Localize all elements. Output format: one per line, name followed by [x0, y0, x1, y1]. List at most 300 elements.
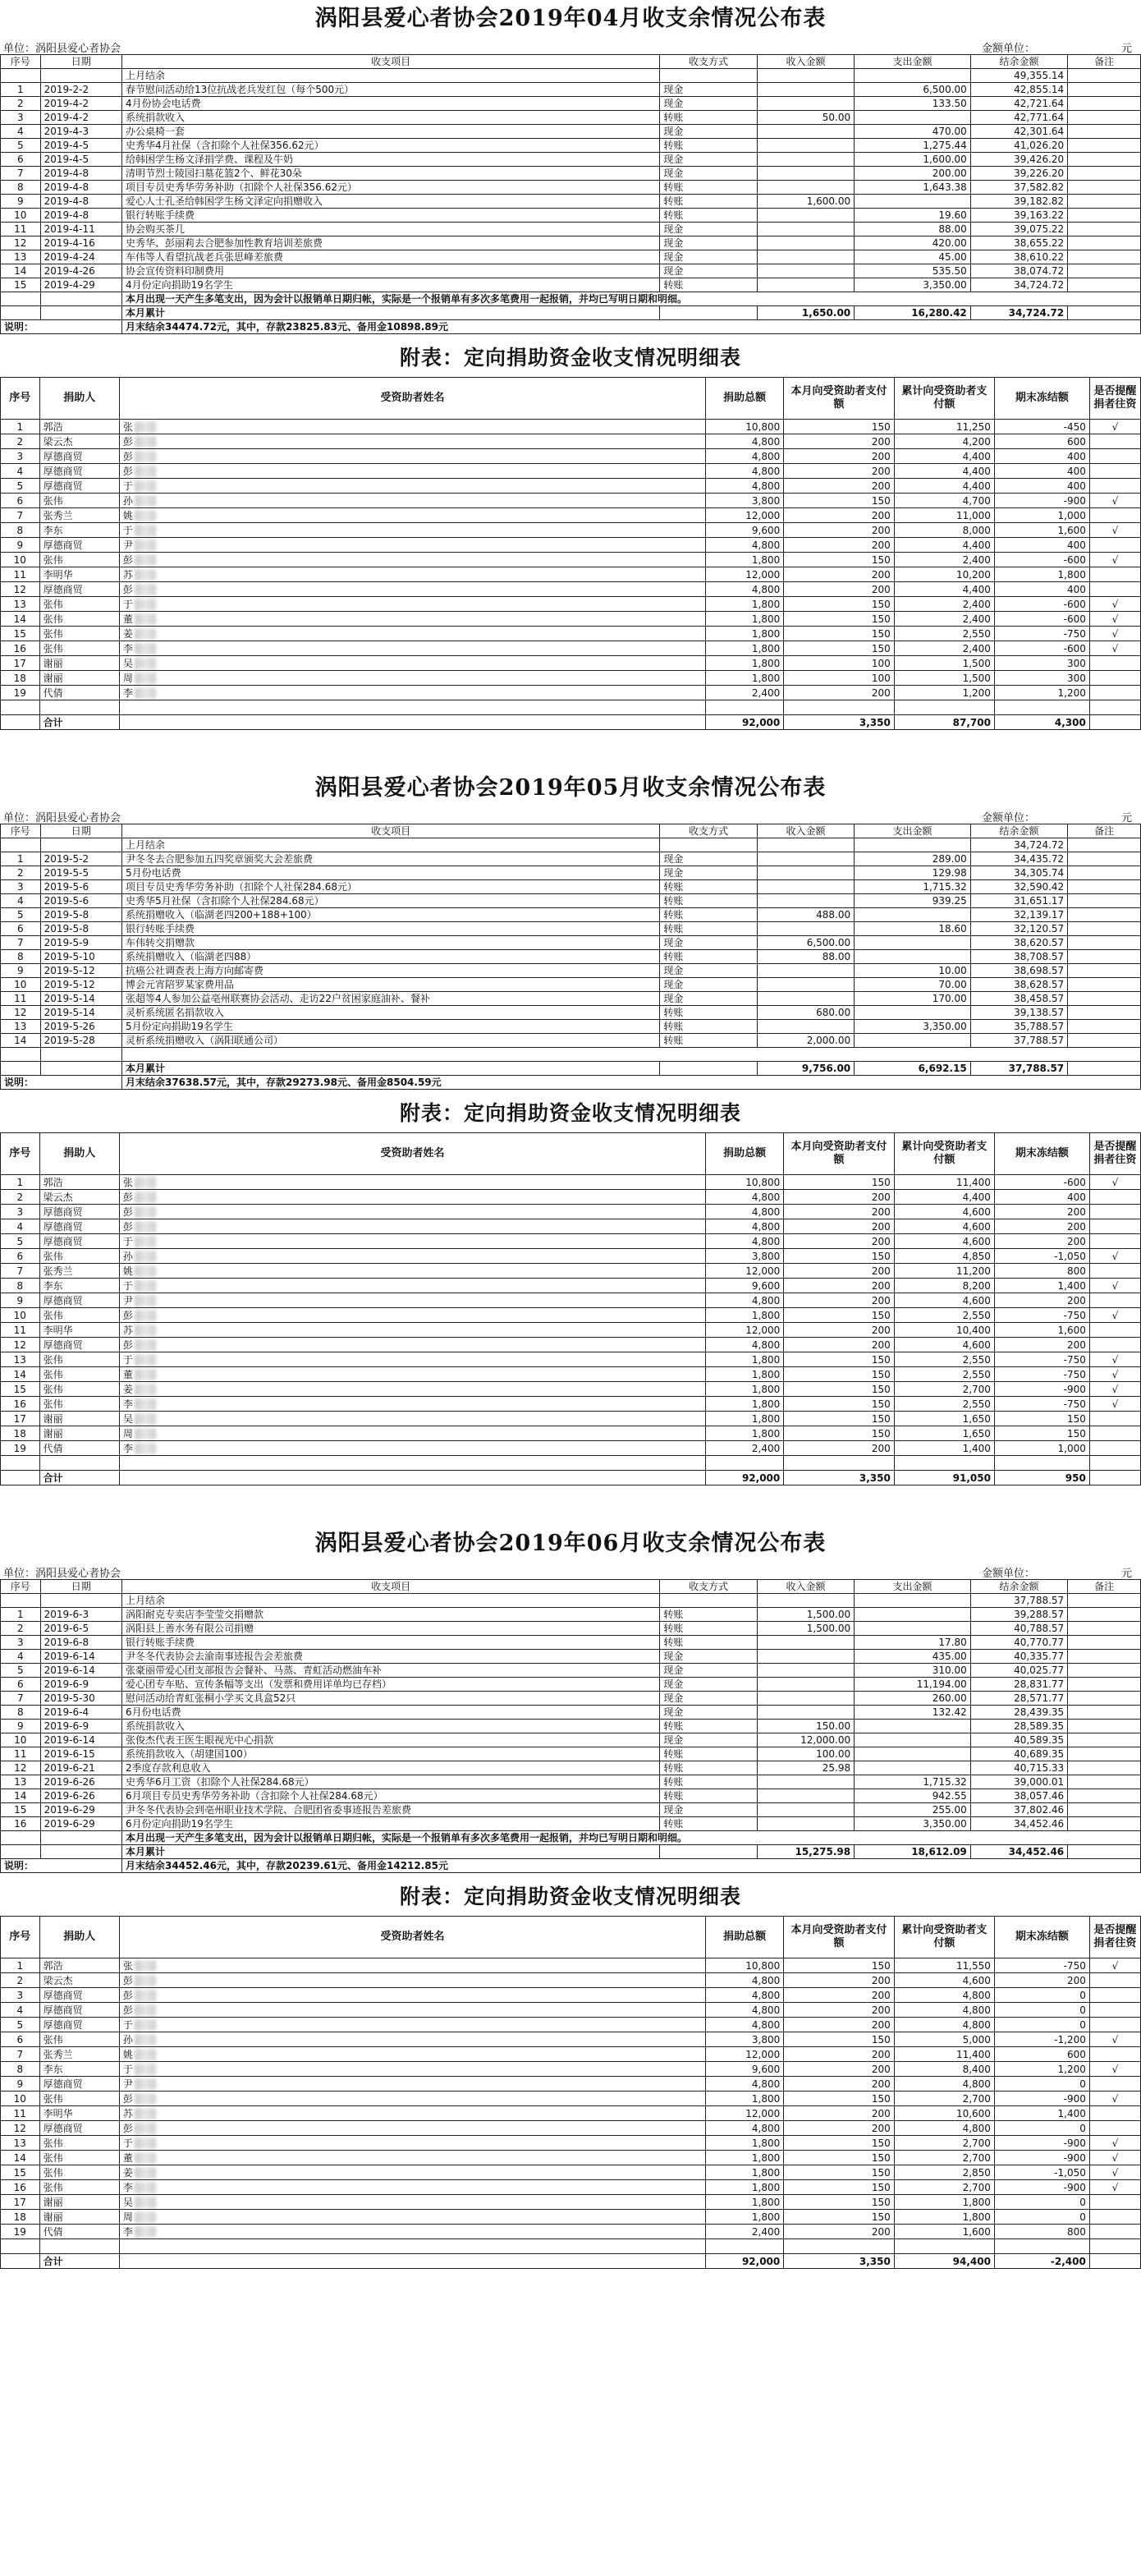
detail-cell: 150: [784, 2136, 895, 2151]
detail-cell: √: [1089, 2092, 1140, 2106]
detail-cell: [1089, 1412, 1140, 1426]
ledger-cell: [757, 236, 854, 250]
detail-cell: 张伟: [39, 2165, 119, 2180]
detail-cell: 9: [1, 538, 40, 553]
detail-cell: 2,400: [894, 597, 994, 612]
detail-cell: 2,400: [706, 1441, 784, 1456]
ledger-cell: [1068, 1747, 1141, 1761]
ledger-cell: 200.00: [855, 167, 971, 181]
ledger-cell: [757, 1650, 854, 1664]
month-total-income: 1,650.00: [757, 306, 854, 320]
ledger-cell: 6月份定向捐助19名学生: [121, 1817, 659, 1831]
ledger-cell: 现金: [660, 852, 757, 866]
ledger-cell: 转账: [660, 1817, 757, 1831]
ledger-cell: 现金: [660, 1678, 757, 1692]
detail-cell: 2: [1, 434, 40, 449]
detail-header-cell: 捐助总额: [706, 1917, 784, 1958]
ledger-header-cell: 序号: [1, 1580, 41, 1594]
redacted-name-mask: [135, 495, 156, 507]
ledger-row: [1, 209, 1141, 223]
detail-row: [1, 494, 1141, 508]
detail-header-cell: 受资助者姓名: [119, 1917, 705, 1958]
detail-cell: 厚德商贸: [39, 1338, 119, 1352]
detail-row: [1, 1367, 1141, 1382]
ledger-cell: 银行转账手续费: [121, 922, 659, 936]
recipient-surname: 李: [122, 686, 133, 699]
detail-cell: 张秀兰: [39, 508, 119, 523]
recipient-surname: 彭: [122, 2004, 133, 2016]
detail-cell: 150: [994, 1412, 1089, 1426]
detail-total-frozen: 4,300: [994, 715, 1089, 730]
detail-cell: 张伟: [39, 597, 119, 612]
detail-cell: √: [1089, 1352, 1140, 1367]
detail-cell: 1,800: [706, 1397, 784, 1412]
ledger-cell: 2019-6-29: [40, 1817, 121, 1831]
ledger-cell: 现金: [660, 264, 757, 278]
ledger-cell: 爱心团专车贴、宣传条幅等支出（发票和费用详单均已存档）: [121, 1678, 659, 1692]
ledger-cell: 34,435.72: [970, 852, 1067, 866]
detail-cell: 4,400: [894, 449, 994, 464]
recipient-cell: [119, 553, 705, 567]
detail-cell: 150: [784, 2210, 895, 2225]
month-total-expense: 18,612.09: [855, 1845, 971, 1859]
detail-title: 附表：定向捐助资金收支情况明细表: [399, 1885, 741, 1908]
detail-cell: 800: [994, 2225, 1089, 2239]
ledger-cell: 100.00: [757, 1747, 854, 1761]
ledger-cell: 88.00: [855, 223, 971, 236]
detail-cell: [1089, 1219, 1140, 1234]
detail-cell: 19: [1, 2225, 40, 2239]
ledger-cell: 3: [1, 111, 41, 125]
detail-cell: 200: [784, 434, 895, 449]
ledger-cell: 31,651.17: [970, 894, 1067, 908]
detail-cell: 3,800: [706, 2032, 784, 2047]
detail-cell: 2,550: [894, 1367, 994, 1382]
ledger-cell: 2019-6-26: [40, 1789, 121, 1803]
detail-cell: 1,800: [894, 2195, 994, 2210]
detail-cell: 1,400: [994, 2106, 1089, 2121]
recipient-cell: [119, 686, 705, 700]
opening-balance-row: [1, 838, 1141, 852]
ledger-cell: 38,655.22: [970, 236, 1067, 250]
ledger-cell: 2019-6-8: [40, 1636, 121, 1650]
recipient-surname: 彭: [122, 2122, 133, 2134]
ledger-cell: 6: [1, 153, 41, 167]
detail-cell: √: [1089, 1958, 1140, 1973]
ledger-cell: 32,120.57: [970, 922, 1067, 936]
recipient-surname: 周: [122, 672, 133, 684]
detail-cell: 200: [784, 479, 895, 494]
redacted-name-mask: [135, 628, 156, 640]
ledger-cell: [757, 278, 854, 292]
explain-row: [1, 320, 1141, 334]
ledger-cell: 张豪丽带爱心团支部报告会餐补、马蒸、青虹活动燃油车补: [121, 1664, 659, 1678]
ledger-cell: [1068, 964, 1141, 978]
recipient-cell: [119, 2195, 705, 2210]
ledger-header-cell: 收入金额: [757, 55, 854, 69]
ledger-cell: 2019-5-6: [40, 894, 121, 908]
ledger-cell: 2019-5-14: [40, 992, 121, 1006]
detail-cell: 200: [784, 1264, 895, 1279]
ledger-cell: 40,025.77: [970, 1664, 1067, 1678]
recipient-surname: 彭: [122, 450, 133, 462]
detail-cell: 4,800: [706, 1973, 784, 1988]
detail-cell: 7: [1, 2047, 40, 2062]
detail-cell: 17: [1, 656, 40, 671]
opening-balance-value: 49,355.14: [970, 69, 1067, 83]
detail-cell: [1089, 1988, 1140, 2003]
detail-cell: -450: [994, 420, 1089, 434]
detail-cell: [1089, 2121, 1140, 2136]
redacted-name-mask: [135, 525, 156, 536]
detail-row: [1, 686, 1141, 700]
detail-cell: 1,800: [706, 1382, 784, 1397]
detail-cell: [1089, 1264, 1140, 1279]
ledger-cell: 2019-4-16: [40, 236, 121, 250]
ledger-cell: [757, 1817, 854, 1831]
ledger-cell: 转账: [660, 922, 757, 936]
detail-cell: 400: [994, 538, 1089, 553]
ledger-cell: 1,600.00: [757, 195, 854, 209]
redacted-name-mask: [135, 2049, 156, 2060]
detail-cell: 1,800: [706, 2180, 784, 2195]
recipient-surname: 姚: [122, 1265, 133, 1277]
detail-cell: 16: [1, 2180, 40, 2195]
ledger-cell: 39,000.01: [970, 1775, 1067, 1789]
recipient-cell: [119, 449, 705, 464]
detail-cell: -600: [994, 597, 1089, 612]
detail-cell: [1089, 567, 1140, 582]
ledger-cell: 10: [1, 978, 41, 992]
ledger-cell: 银行转账手续费: [121, 209, 659, 223]
detail-cell: 厚德商贸: [39, 2018, 119, 2032]
recipient-surname: 于: [122, 524, 133, 536]
ledger-cell: 38,620.57: [970, 936, 1067, 950]
detail-cell: 4,800: [706, 1219, 784, 1234]
ledger-cell: 现金: [660, 992, 757, 1006]
redacted-name-mask: [135, 658, 156, 669]
detail-cell: 13: [1, 2136, 40, 2151]
ledger-row: [1, 264, 1141, 278]
redacted-name-mask: [135, 451, 156, 462]
detail-cell: -750: [994, 1308, 1089, 1323]
detail-cell: 2,700: [894, 2136, 994, 2151]
ledger-cell: 1,643.38: [855, 181, 971, 195]
ledger-cell: 抗癌公社调查表上海方向邮寄费: [121, 964, 659, 978]
ledger-header-cell: 收支方式: [660, 1580, 757, 1594]
detail-cell: 200: [784, 2077, 895, 2092]
ledger-cell: 2019-6-14: [40, 1733, 121, 1747]
ledger-cell: 现金: [660, 236, 757, 250]
ledger-cell: 11: [1, 223, 41, 236]
ledger-cell: 转账: [660, 1720, 757, 1733]
ledger-cell: 2019-6-15: [40, 1747, 121, 1761]
detail-cell: 1,000: [994, 508, 1089, 523]
detail-cell: 150: [784, 627, 895, 641]
ledger-row: [1, 1650, 1141, 1664]
ledger-row: [1, 167, 1141, 181]
recipient-cell: [119, 1175, 705, 1190]
detail-cell: 11,400: [894, 1175, 994, 1190]
ledger-cell: 28,571.77: [970, 1692, 1067, 1706]
detail-cell: 200: [784, 523, 895, 538]
ledger-header-cell: 序号: [1, 824, 41, 838]
detail-row: [1, 567, 1141, 582]
ledger-cell: 535.50: [855, 264, 971, 278]
currency-yuan: 元: [1121, 812, 1133, 824]
detail-cell: 4,800: [706, 1205, 784, 1219]
detail-cell: 4,600: [894, 1293, 994, 1308]
detail-row: [1, 479, 1141, 494]
opening-balance-row: [1, 69, 1141, 83]
ledger-cell: [757, 852, 854, 866]
ledger-note: 本月出现一天产生多笔支出，因为会计以报销单日期归帐，实际是一个报销单有多次多笔费用一起报销，并均已写明日期和明细。: [121, 292, 1140, 306]
detail-cell: 4,700: [894, 494, 994, 508]
ledger-cell: 488.00: [757, 908, 854, 922]
detail-cell: 18: [1, 2210, 40, 2225]
redacted-name-mask: [135, 421, 156, 433]
detail-cell: 4,800: [894, 2121, 994, 2136]
ledger-cell: 6,500.00: [757, 936, 854, 950]
ledger-cell: 转账: [660, 1006, 757, 1020]
ledger-cell: 38,074.72: [970, 264, 1067, 278]
detail-header-cell: 捐助人: [39, 1917, 119, 1958]
detail-cell: 150: [784, 612, 895, 627]
redacted-name-mask: [135, 2078, 156, 2090]
ledger-cell: 2019-4-5: [40, 139, 121, 153]
ledger-row: [1, 1692, 1141, 1706]
ledger-cell: 13: [1, 250, 41, 264]
detail-cell: 代倩: [39, 2225, 119, 2239]
ledger-cell: 7: [1, 936, 41, 950]
ledger-header-cell: 支出金额: [855, 55, 971, 69]
month-section: [0, 1525, 1141, 2269]
detail-row: [1, 641, 1141, 656]
ledger-cell: 40,335.77: [970, 1650, 1067, 1664]
recipient-surname: 于: [122, 2063, 133, 2075]
ledger-cell: 车伟转交捐赠款: [121, 936, 659, 950]
ledger-cell: 2019-6-26: [40, 1775, 121, 1789]
ledger-cell: 现金: [660, 250, 757, 264]
ledger-cell: [855, 1034, 971, 1048]
redacted-name-mask: [135, 1384, 156, 1395]
detail-cell: 1,000: [994, 1441, 1089, 1456]
ledger-cell: 转账: [660, 1775, 757, 1789]
detail-row: [1, 2032, 1141, 2047]
recipient-cell: [119, 2003, 705, 2018]
detail-cell: 2,700: [894, 2151, 994, 2165]
ledger-cell: 14: [1, 1034, 41, 1048]
redacted-name-mask: [135, 466, 156, 477]
ledger-cell: 40,715.33: [970, 1761, 1067, 1775]
ledger-cell: 12,000.00: [757, 1733, 854, 1747]
ledger-cell: [1068, 209, 1141, 223]
ledger-cell: [1068, 922, 1141, 936]
detail-header-row: [1, 1133, 1141, 1175]
ledger-row: [1, 278, 1141, 292]
note-row: [1, 1831, 1141, 1845]
detail-cell: 4: [1, 1219, 40, 1234]
ledger-cell: 灵析系统匿名捐款收入: [121, 1006, 659, 1020]
recipient-surname: 吴: [122, 1412, 133, 1425]
month-total-row: [1, 1845, 1141, 1859]
ledger-cell: 2019-4-8: [40, 195, 121, 209]
detail-row: [1, 1397, 1141, 1412]
recipient-cell: [119, 1426, 705, 1441]
detail-cell: √: [1089, 1382, 1140, 1397]
ledger-cell: [1068, 236, 1141, 250]
ledger-cell: 给韩困学生杨文泽捐学费、课程及牛奶: [121, 153, 659, 167]
detail-row: [1, 1958, 1141, 1973]
detail-cell: 4,400: [894, 464, 994, 479]
recipient-cell: [119, 1279, 705, 1293]
redacted-name-mask: [135, 2167, 156, 2179]
detail-cell: 150: [784, 494, 895, 508]
detail-cell: 1,200: [994, 2062, 1089, 2077]
ledger-cell: [1068, 1733, 1141, 1747]
detail-cell: 4,800: [706, 2077, 784, 2092]
detail-cell: 400: [994, 449, 1089, 464]
detail-cell: 厚德商贸: [39, 2121, 119, 2136]
ledger-cell: [757, 209, 854, 223]
recipient-surname: 于: [122, 1279, 133, 1292]
ledger-cell: [1068, 1636, 1141, 1650]
recipient-surname: 彭: [122, 553, 133, 566]
detail-cell: -750: [994, 1397, 1089, 1412]
detail-cell: -750: [994, 1958, 1089, 1973]
detail-cell: 600: [994, 2047, 1089, 2062]
detail-cell: 4,400: [894, 538, 994, 553]
ledger-cell: 42,721.64: [970, 97, 1067, 111]
detail-row: [1, 582, 1141, 597]
report-title: 涡阳县爱心者协会2019年04月收支余情况公布表: [314, 6, 827, 31]
ledger-cell: 4: [1, 894, 41, 908]
ledger-cell: [1068, 1622, 1141, 1636]
detail-cell: 4,800: [706, 1988, 784, 2003]
detail-cell: 郭浩: [39, 1175, 119, 1190]
explain-label: 说明：: [1, 320, 122, 334]
recipient-surname: 李: [122, 2181, 133, 2193]
detail-row: [1, 508, 1141, 523]
ledger-cell: 42,771.64: [970, 111, 1067, 125]
detail-cell: 200: [784, 1323, 895, 1338]
recipient-surname: 于: [122, 2137, 133, 2149]
detail-cell: 0: [994, 2195, 1089, 2210]
detail-cell: -1,050: [994, 2165, 1089, 2180]
recipient-surname: 周: [122, 1427, 133, 1440]
detail-cell: 10,800: [706, 1175, 784, 1190]
detail-cell: 400: [994, 464, 1089, 479]
detail-cell: -1,200: [994, 2032, 1089, 2047]
redacted-name-mask: [135, 1428, 156, 1440]
ledger-row: [1, 236, 1141, 250]
ledger-cell: [1068, 1692, 1141, 1706]
detail-cell: 1,650: [894, 1412, 994, 1426]
recipient-cell: [119, 2062, 705, 2077]
ledger-cell: [757, 964, 854, 978]
ledger-cell: 2019-6-9: [40, 1678, 121, 1692]
detail-cell: -900: [994, 1382, 1089, 1397]
detail-cell: √: [1089, 523, 1140, 538]
recipient-surname: 张: [122, 1959, 133, 1972]
ledger-cell: 1,500.00: [757, 1622, 854, 1636]
recipient-surname: 李: [122, 1442, 133, 1454]
ledger-cell: 现金: [660, 936, 757, 950]
detail-cell: 梁云杰: [39, 434, 119, 449]
ledger-cell: [757, 880, 854, 894]
ledger-cell: [1068, 866, 1141, 880]
redacted-name-mask: [135, 1325, 156, 1336]
recipient-cell: [119, 1249, 705, 1264]
ledger-cell: 8: [1, 1706, 41, 1720]
ledger-cell: 2019-6-9: [40, 1720, 121, 1733]
ledger-cell: 3,350.00: [855, 1817, 971, 1831]
note-row: [1, 1048, 1141, 1062]
detail-cell: 梁云杰: [39, 1973, 119, 1988]
ledger-cell: [757, 264, 854, 278]
recipient-cell: [119, 2225, 705, 2239]
ledger-cell: [1068, 852, 1141, 866]
detail-cell: 4,400: [894, 479, 994, 494]
ledger-cell: 37,802.46: [970, 1803, 1067, 1817]
ledger-cell: 现金: [660, 1803, 757, 1817]
detail-header-cell: 本月向受资助者支付额: [784, 378, 895, 420]
detail-cell: 150: [784, 1426, 895, 1441]
ledger-cell: 协会宣传资料印制费用: [121, 264, 659, 278]
ledger-row: [1, 880, 1141, 894]
recipient-cell: [119, 656, 705, 671]
detail-cell: 1,600: [994, 523, 1089, 538]
recipient-surname: 姚: [122, 2048, 133, 2060]
detail-cell: [1089, 671, 1140, 686]
detail-cell: 厚德商贸: [39, 1205, 119, 1219]
ledger-cell: 1,600.00: [855, 153, 971, 167]
detail-header-cell: 本月向受资助者支付额: [784, 1133, 895, 1175]
ledger-row: [1, 936, 1141, 950]
ledger-cell: 现金: [660, 1692, 757, 1706]
recipient-surname: 彭: [122, 1191, 133, 1203]
detail-cell: 200: [784, 2121, 895, 2136]
ledger-cell: 10: [1, 209, 41, 223]
detail-cell: -750: [994, 1367, 1089, 1382]
detail-cell: 150: [784, 2195, 895, 2210]
detail-total-month: 3,350: [784, 715, 895, 730]
detail-cell: 4,600: [894, 1338, 994, 1352]
recipient-cell: [119, 1958, 705, 1973]
detail-header-cell: 捐助人: [39, 378, 119, 420]
detail-row: [1, 2018, 1141, 2032]
ledger-cell: 3,350.00: [855, 1020, 971, 1034]
detail-cell: -600: [994, 612, 1089, 627]
ledger-cell: 2019-6-4: [40, 1706, 121, 1720]
detail-cell: [1089, 1323, 1140, 1338]
detail-cell: 0: [994, 2003, 1089, 2018]
detail-cell: [1089, 1426, 1140, 1441]
detail-cell: 4,600: [894, 1205, 994, 1219]
detail-cell: 梁云杰: [39, 1190, 119, 1205]
detail-cell: 4: [1, 464, 40, 479]
ledger-cell: [1068, 1006, 1141, 1020]
detail-cell: 1,800: [706, 1367, 784, 1382]
ledger-cell: 28,831.77: [970, 1678, 1067, 1692]
ledger-cell: 28,589.35: [970, 1720, 1067, 1733]
ledger-cell: 39,288.57: [970, 1608, 1067, 1622]
ledger-cell: 博会元宵陪罗某家费用品: [121, 978, 659, 992]
ledger-cell: [757, 167, 854, 181]
ledger-cell: 史秀华4月社保（含扣除个人社保356.62元）: [121, 139, 659, 153]
ledger-cell: [855, 195, 971, 209]
ledger-cell: 5月份定向捐助19名学生: [121, 1020, 659, 1034]
